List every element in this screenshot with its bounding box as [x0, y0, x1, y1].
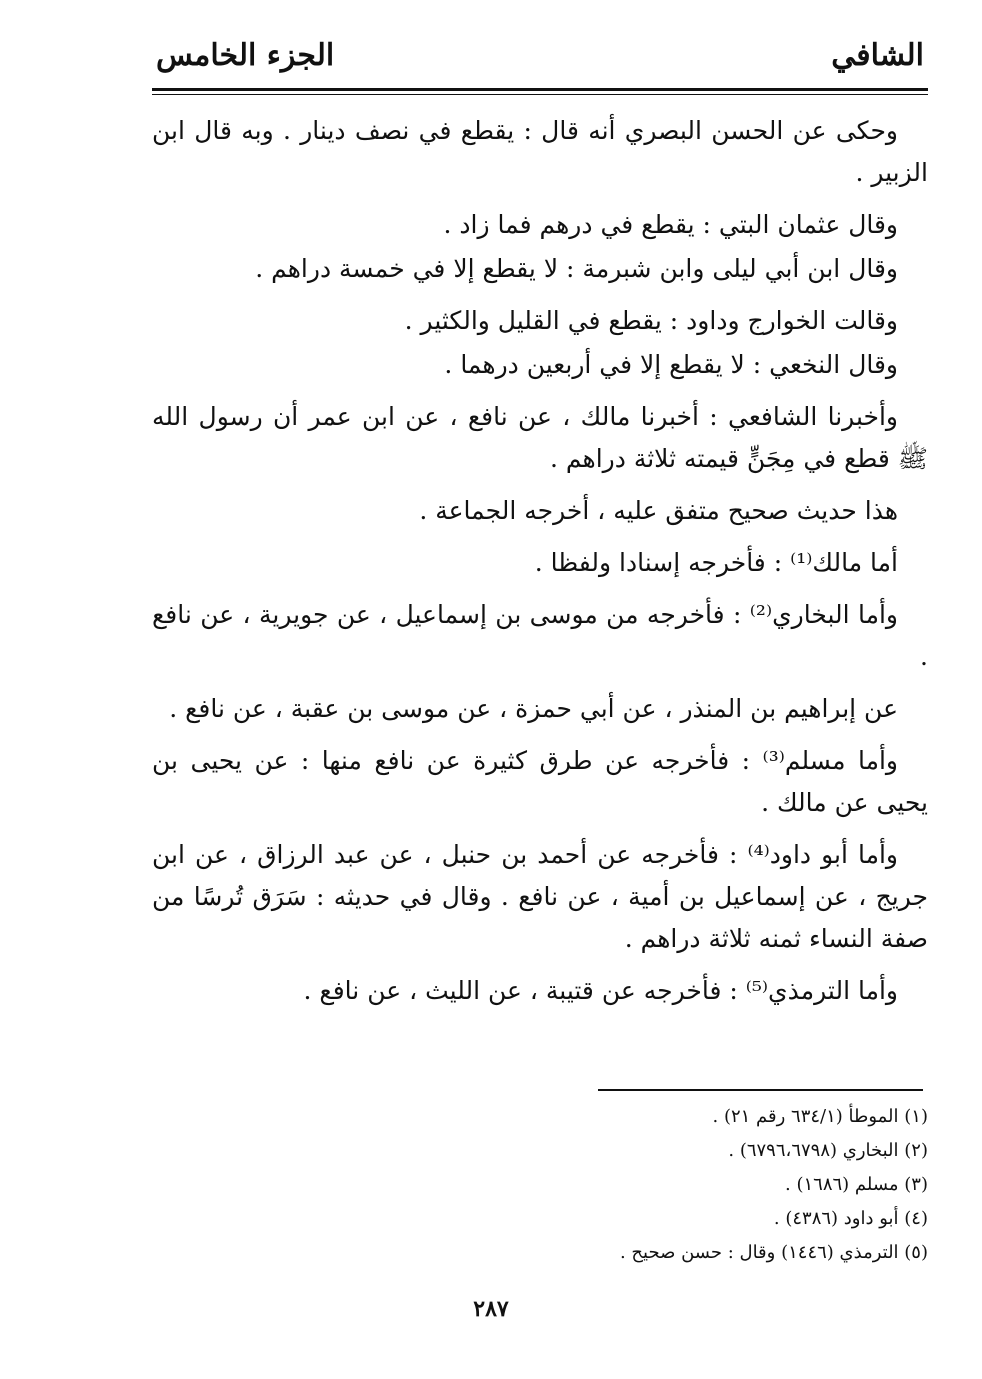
page-number: ٢٨٧ — [473, 1296, 509, 1322]
footnote-rule — [598, 1089, 923, 1091]
footnote: (٤) أبو داود (٤٣٨٦) . — [773, 1208, 928, 1229]
paragraph: وأما الترمذي⁽⁵⁾ : فأخرجه عن قتيبة ، عن الليث ، عن نافع . — [303, 976, 898, 1005]
paragraph: وأخبرنا الشافعي : أخبرنا مالك ، عن نافع ، عن ابن عمر أن رسول الله ﷺ قطع في مِجَنٍّ قيمته ثلاثة دراهم . — [152, 402, 928, 473]
running-header — [152, 34, 928, 84]
paragraph: وقال عثمان البتي : يقطع في درهم فما زاد . — [443, 210, 898, 239]
paragraph: عن إبراهيم بن المنذر ، عن أبي حمزة ، عن موسى بن عقبة ، عن نافع . — [169, 694, 898, 723]
paragraph: وقالت الخوارج وداود : يقطع في القليل والكثير . — [404, 306, 898, 335]
paragraph: وأما مسلم⁽³⁾ : فأخرجه عن طرق كثيرة عن نافع منها : عن يحيى بن يحيى عن مالك . — [152, 746, 928, 817]
paragraph: وقال ابن أبي ليلى وابن شبرمة : لا يقطع إلا في خمسة دراهم . — [255, 254, 898, 283]
paragraph: أما مالك⁽¹⁾ : فأخرجه إسنادا ولفظا . — [534, 548, 898, 577]
paragraph: وأما أبو داود⁽⁴⁾ : فأخرجه عن أحمد بن حنبل ، عن عبد الرزاق ، عن ابن جريج ، عن إسماعيل بن أمية ، عن نافع . وقال في حديثه : سَرَق تُرسًا من صفة النساء ثمنه ثلاثة دراهم . — [152, 840, 928, 953]
paragraph: وأما البخاري⁽²⁾ : فأخرجه من موسى بن إسماعيل ، عن جويرية ، عن نافع . — [152, 600, 928, 671]
footnote: (٢) البخاري (٦٧٩٦،٦٧٩٨) . — [728, 1140, 928, 1161]
footnote: (١) الموطأ (٦٣٤/١ رقم ٢١) . — [712, 1106, 928, 1127]
footnote: (٥) الترمذي (١٤٤٦) وقال : حسن صحيح . — [619, 1242, 928, 1263]
volume-title: الجزء الخامس — [156, 38, 335, 73]
footnote: (٣) مسلم (١٦٨٦) . — [785, 1174, 928, 1195]
book-title: الشافي — [831, 38, 924, 73]
header-rule-thin — [152, 94, 928, 95]
footnotes — [152, 1100, 928, 1270]
paragraph: وقال النخعي : لا يقطع إلا في أربعين درهما . — [444, 350, 898, 379]
header-rule-thick — [152, 88, 928, 91]
paragraph: وحكى عن الحسن البصري أنه قال : يقطع في نصف دينار . وبه قال ابن الزبير . — [152, 116, 928, 187]
paragraph: هذا حديث صحيح متفق عليه ، أخرجه الجماعة . — [419, 496, 898, 525]
main-text — [152, 110, 928, 1022]
